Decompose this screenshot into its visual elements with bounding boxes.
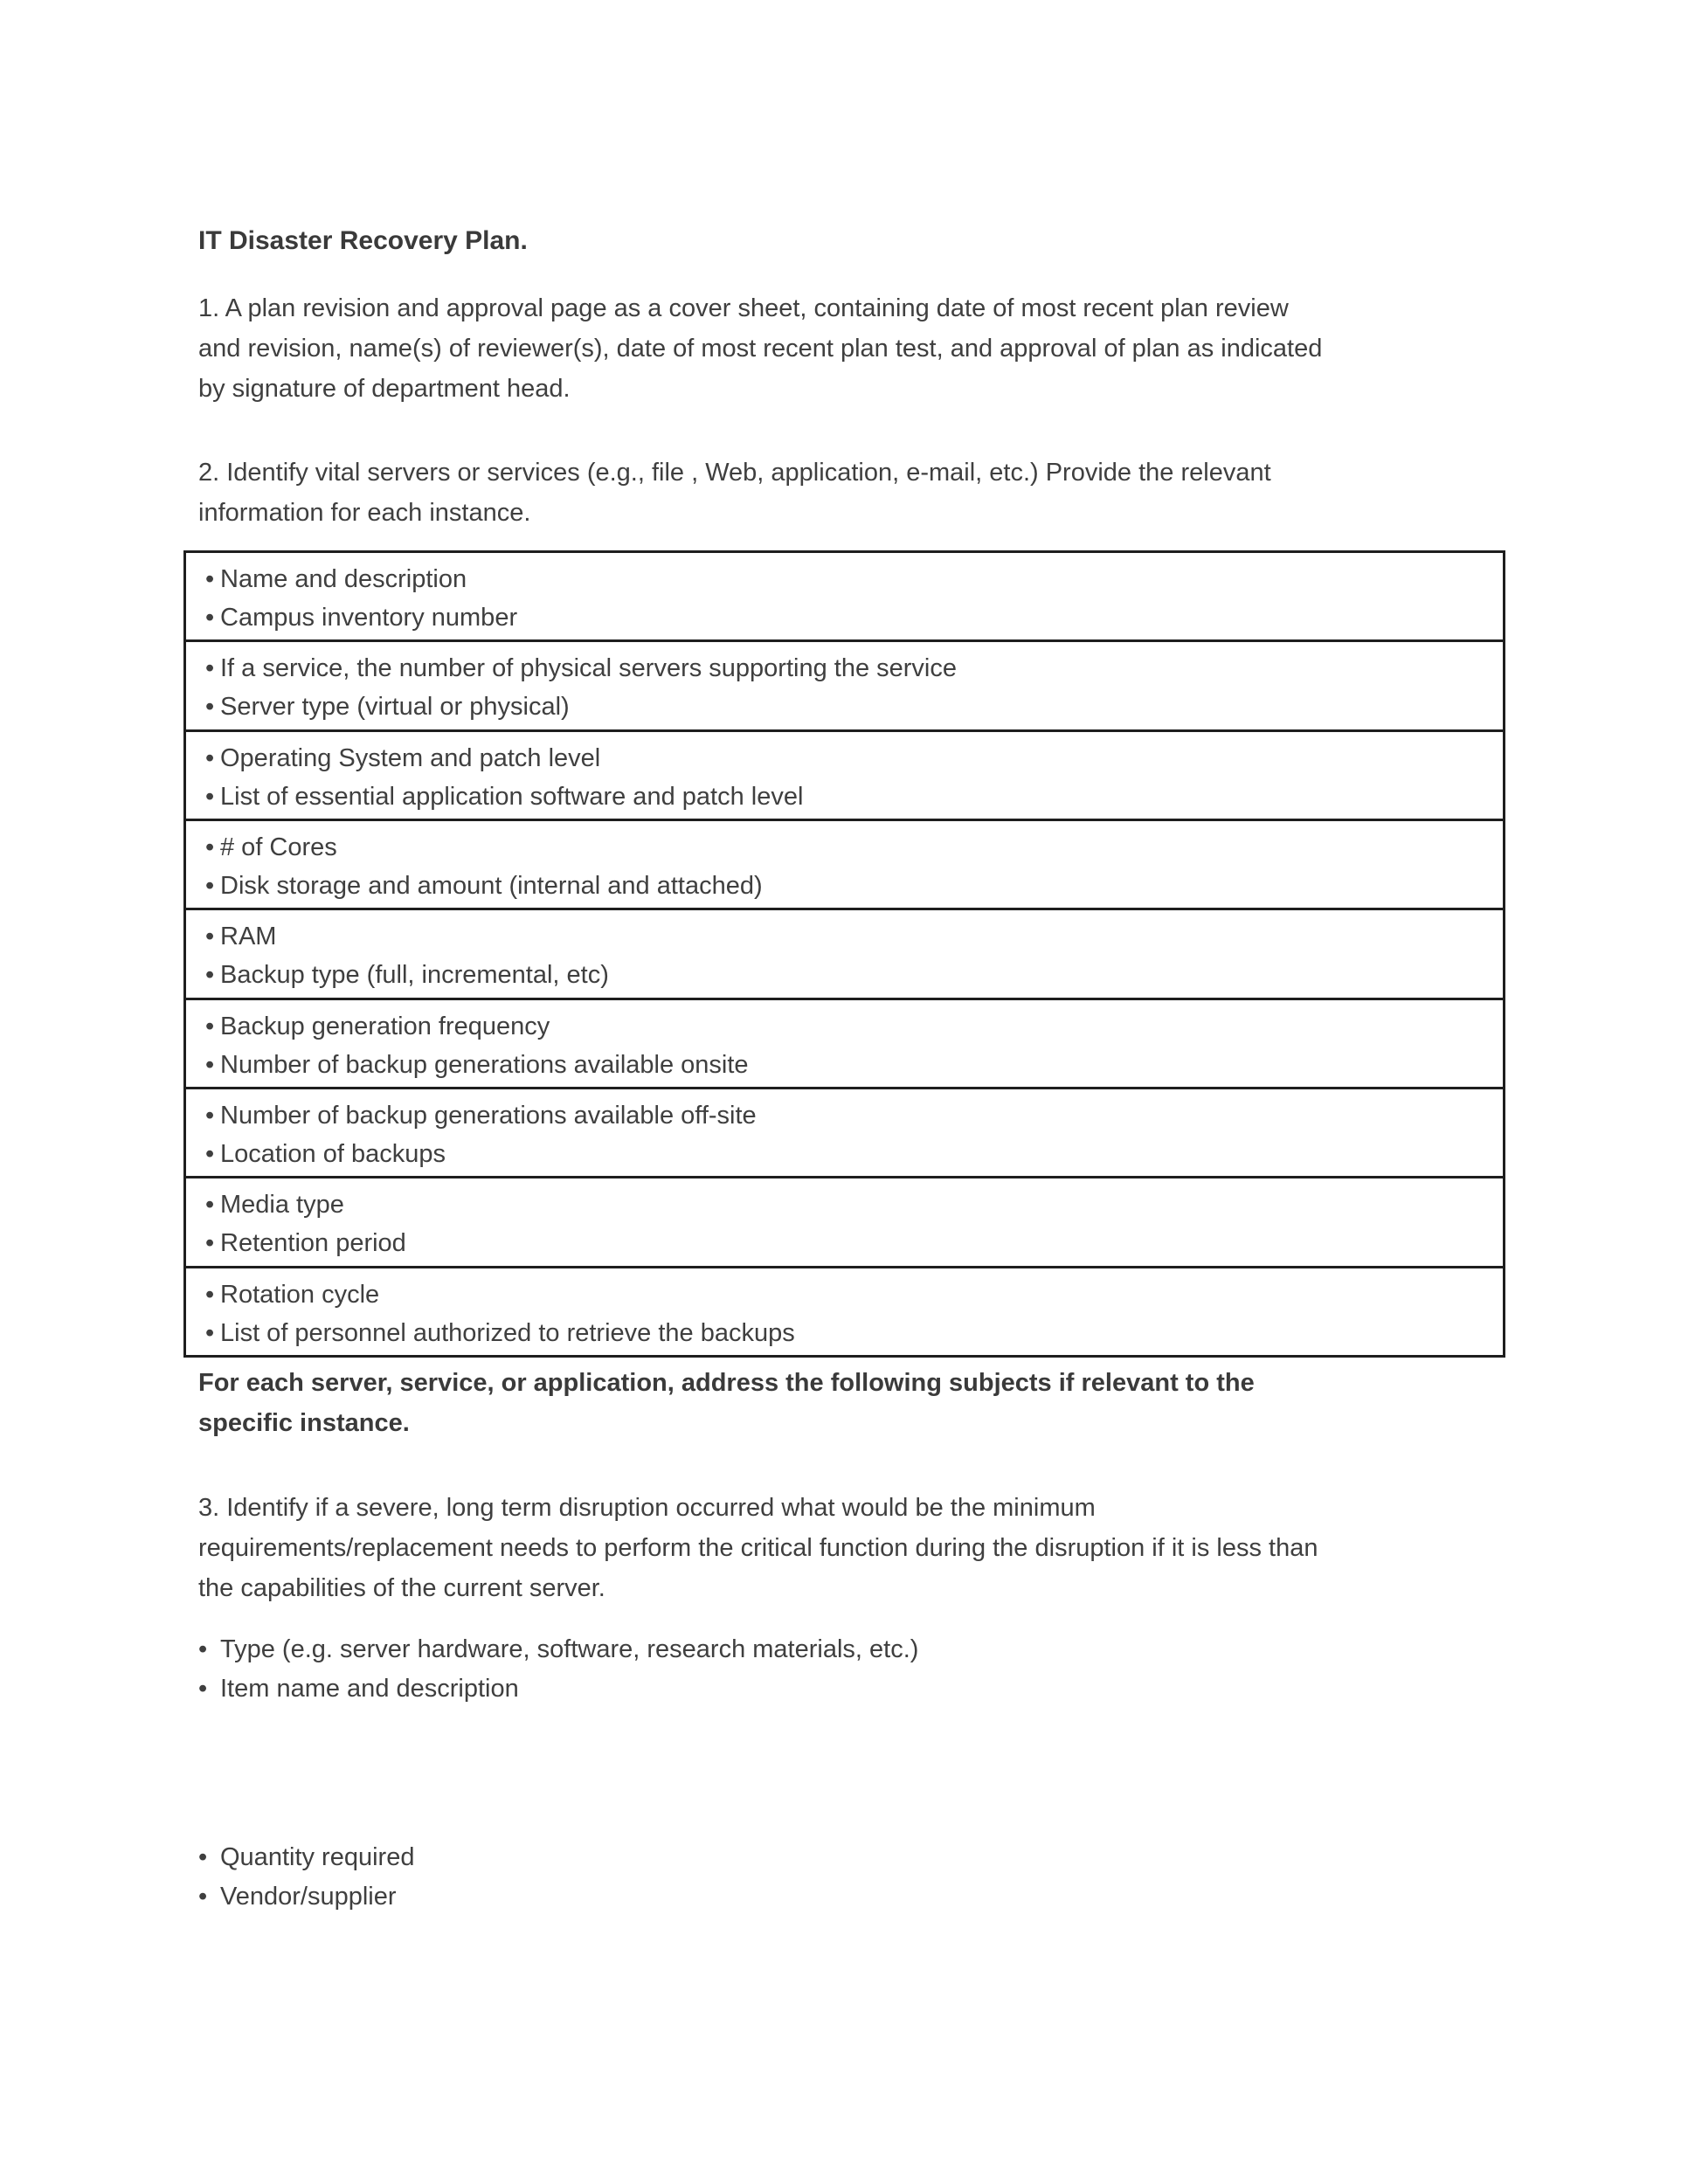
bullet-icon: • <box>205 743 215 772</box>
bullet-list-type <box>198 1630 918 1709</box>
page-title: IT Disaster Recovery Plan. <box>198 226 528 256</box>
list-item <box>198 1877 414 1917</box>
list-item-label: Name and description <box>220 565 467 593</box>
bullet-icon: • <box>205 565 215 593</box>
bullet-icon: • <box>198 1635 208 1663</box>
table-row <box>186 908 1503 997</box>
table-row <box>186 998 1503 1087</box>
list-item-label: Campus inventory number <box>220 604 518 632</box>
list-item <box>205 828 1494 867</box>
list-item <box>205 867 1494 905</box>
paragraph-3-line: requirements/replacement needs to perform the critical function during the disruption if it is less than <box>198 1534 1318 1562</box>
list-item-label: Disk storage and amount (internal and attached) <box>220 871 763 900</box>
list-item-label: Operating System and patch level <box>220 743 601 772</box>
bold-note <box>198 1363 1255 1443</box>
bullet-icon: • <box>205 782 215 811</box>
paragraph-1 <box>198 288 1322 409</box>
paragraph-3-line: 3. Identify if a severe, long term disruption occurred what would be the minimum <box>198 1494 1096 1522</box>
list-item-label: List of personnel authorized to retrieve the backups <box>220 1318 795 1347</box>
list-item <box>205 739 1494 778</box>
bullet-icon: • <box>205 1101 215 1130</box>
list-item <box>205 1314 1494 1352</box>
list-item-label: Number of backup generations available off-site <box>220 1101 757 1130</box>
bullet-icon: • <box>198 1843 208 1871</box>
table-row <box>186 819 1503 908</box>
list-item-label: Media type <box>220 1191 344 1220</box>
bullet-icon: • <box>205 833 215 861</box>
bullet-icon: • <box>205 693 215 722</box>
table-row <box>186 553 1503 639</box>
list-item-label: Server type (virtual or physical) <box>220 693 570 722</box>
list-item-label: Vendor/supplier <box>220 1883 397 1911</box>
paragraph-3 <box>198 1488 1318 1608</box>
table-row <box>186 729 1503 819</box>
list-item-label: Quantity required <box>220 1843 415 1871</box>
list-item <box>198 1630 918 1669</box>
table-row <box>186 1176 1503 1265</box>
list-item <box>205 1185 1494 1224</box>
list-item <box>205 778 1494 816</box>
list-item <box>198 1838 414 1877</box>
bullet-icon: • <box>205 1191 215 1220</box>
paragraph-1-line: and revision, name(s) of reviewer(s), date of most recent plan test, and approval of plan as indicated <box>198 335 1323 363</box>
list-item <box>205 1135 1494 1173</box>
list-item <box>205 1224 1494 1262</box>
bullet-icon: • <box>198 1675 208 1703</box>
list-item-label: Backup generation frequency <box>220 1012 550 1040</box>
table-row <box>186 1087 1503 1176</box>
list-item <box>205 560 1494 598</box>
paragraph-2 <box>198 453 1271 533</box>
list-item-label: If a service, the number of physical servers supporting the service <box>220 654 957 683</box>
table-row <box>186 639 1503 729</box>
list-item-label: Retention period <box>220 1229 406 1258</box>
list-item-label: Item name and description <box>220 1675 519 1703</box>
bullet-icon: • <box>205 1318 215 1347</box>
bullet-icon: • <box>198 1883 208 1911</box>
list-item <box>205 1046 1494 1084</box>
list-item <box>205 956 1494 994</box>
bullet-icon: • <box>205 1139 215 1168</box>
list-item-label: Rotation cycle <box>220 1280 380 1309</box>
bullet-icon: • <box>205 1280 215 1309</box>
paragraph-1-line: by signature of department head. <box>198 375 571 403</box>
list-item <box>198 1669 918 1709</box>
list-item <box>205 598 1494 637</box>
bullet-icon: • <box>205 1012 215 1040</box>
list-item <box>205 917 1494 956</box>
paragraph-1-line: 1. A plan revision and approval page as a cover sheet, containing date of most recent plan review <box>198 294 1289 322</box>
paragraph-2-line: 2. Identify vital servers or services (e.g., file , Web, application, e-mail, etc.) Provide the relevant <box>198 459 1271 487</box>
bullet-icon: • <box>205 961 215 990</box>
list-item-label: List of essential application software and patch level <box>220 782 804 811</box>
table-row <box>186 1266 1503 1355</box>
server-info-table <box>183 550 1505 1358</box>
list-item <box>205 1275 1494 1314</box>
bullet-icon: • <box>205 654 215 683</box>
bullet-icon: • <box>205 923 215 951</box>
list-item-label: Backup type (full, incremental, etc) <box>220 961 609 990</box>
paragraph-2-line: information for each instance. <box>198 499 531 527</box>
bold-note-line: For each server, service, or application, address the following subjects if relevant to the <box>198 1369 1255 1397</box>
list-item-label: Location of backups <box>220 1139 446 1168</box>
list-item <box>205 1007 1494 1046</box>
bold-note-line: specific instance. <box>198 1409 410 1437</box>
list-item <box>205 649 1494 688</box>
bullet-icon: • <box>205 1229 215 1258</box>
list-item-label: RAM <box>220 923 277 951</box>
bullet-icon: • <box>205 871 215 900</box>
list-item-label: Number of backup generations available onsite <box>220 1050 749 1079</box>
list-item-label: # of Cores <box>220 833 337 861</box>
list-item <box>205 688 1494 726</box>
list-item-label: Type (e.g. server hardware, software, research materials, etc.) <box>220 1635 919 1663</box>
paragraph-3-line: the capabilities of the current server. <box>198 1574 605 1602</box>
bullet-icon: • <box>205 604 215 632</box>
bullet-icon: • <box>205 1050 215 1079</box>
list-item <box>205 1096 1494 1135</box>
bullet-list-quantity <box>198 1838 414 1917</box>
